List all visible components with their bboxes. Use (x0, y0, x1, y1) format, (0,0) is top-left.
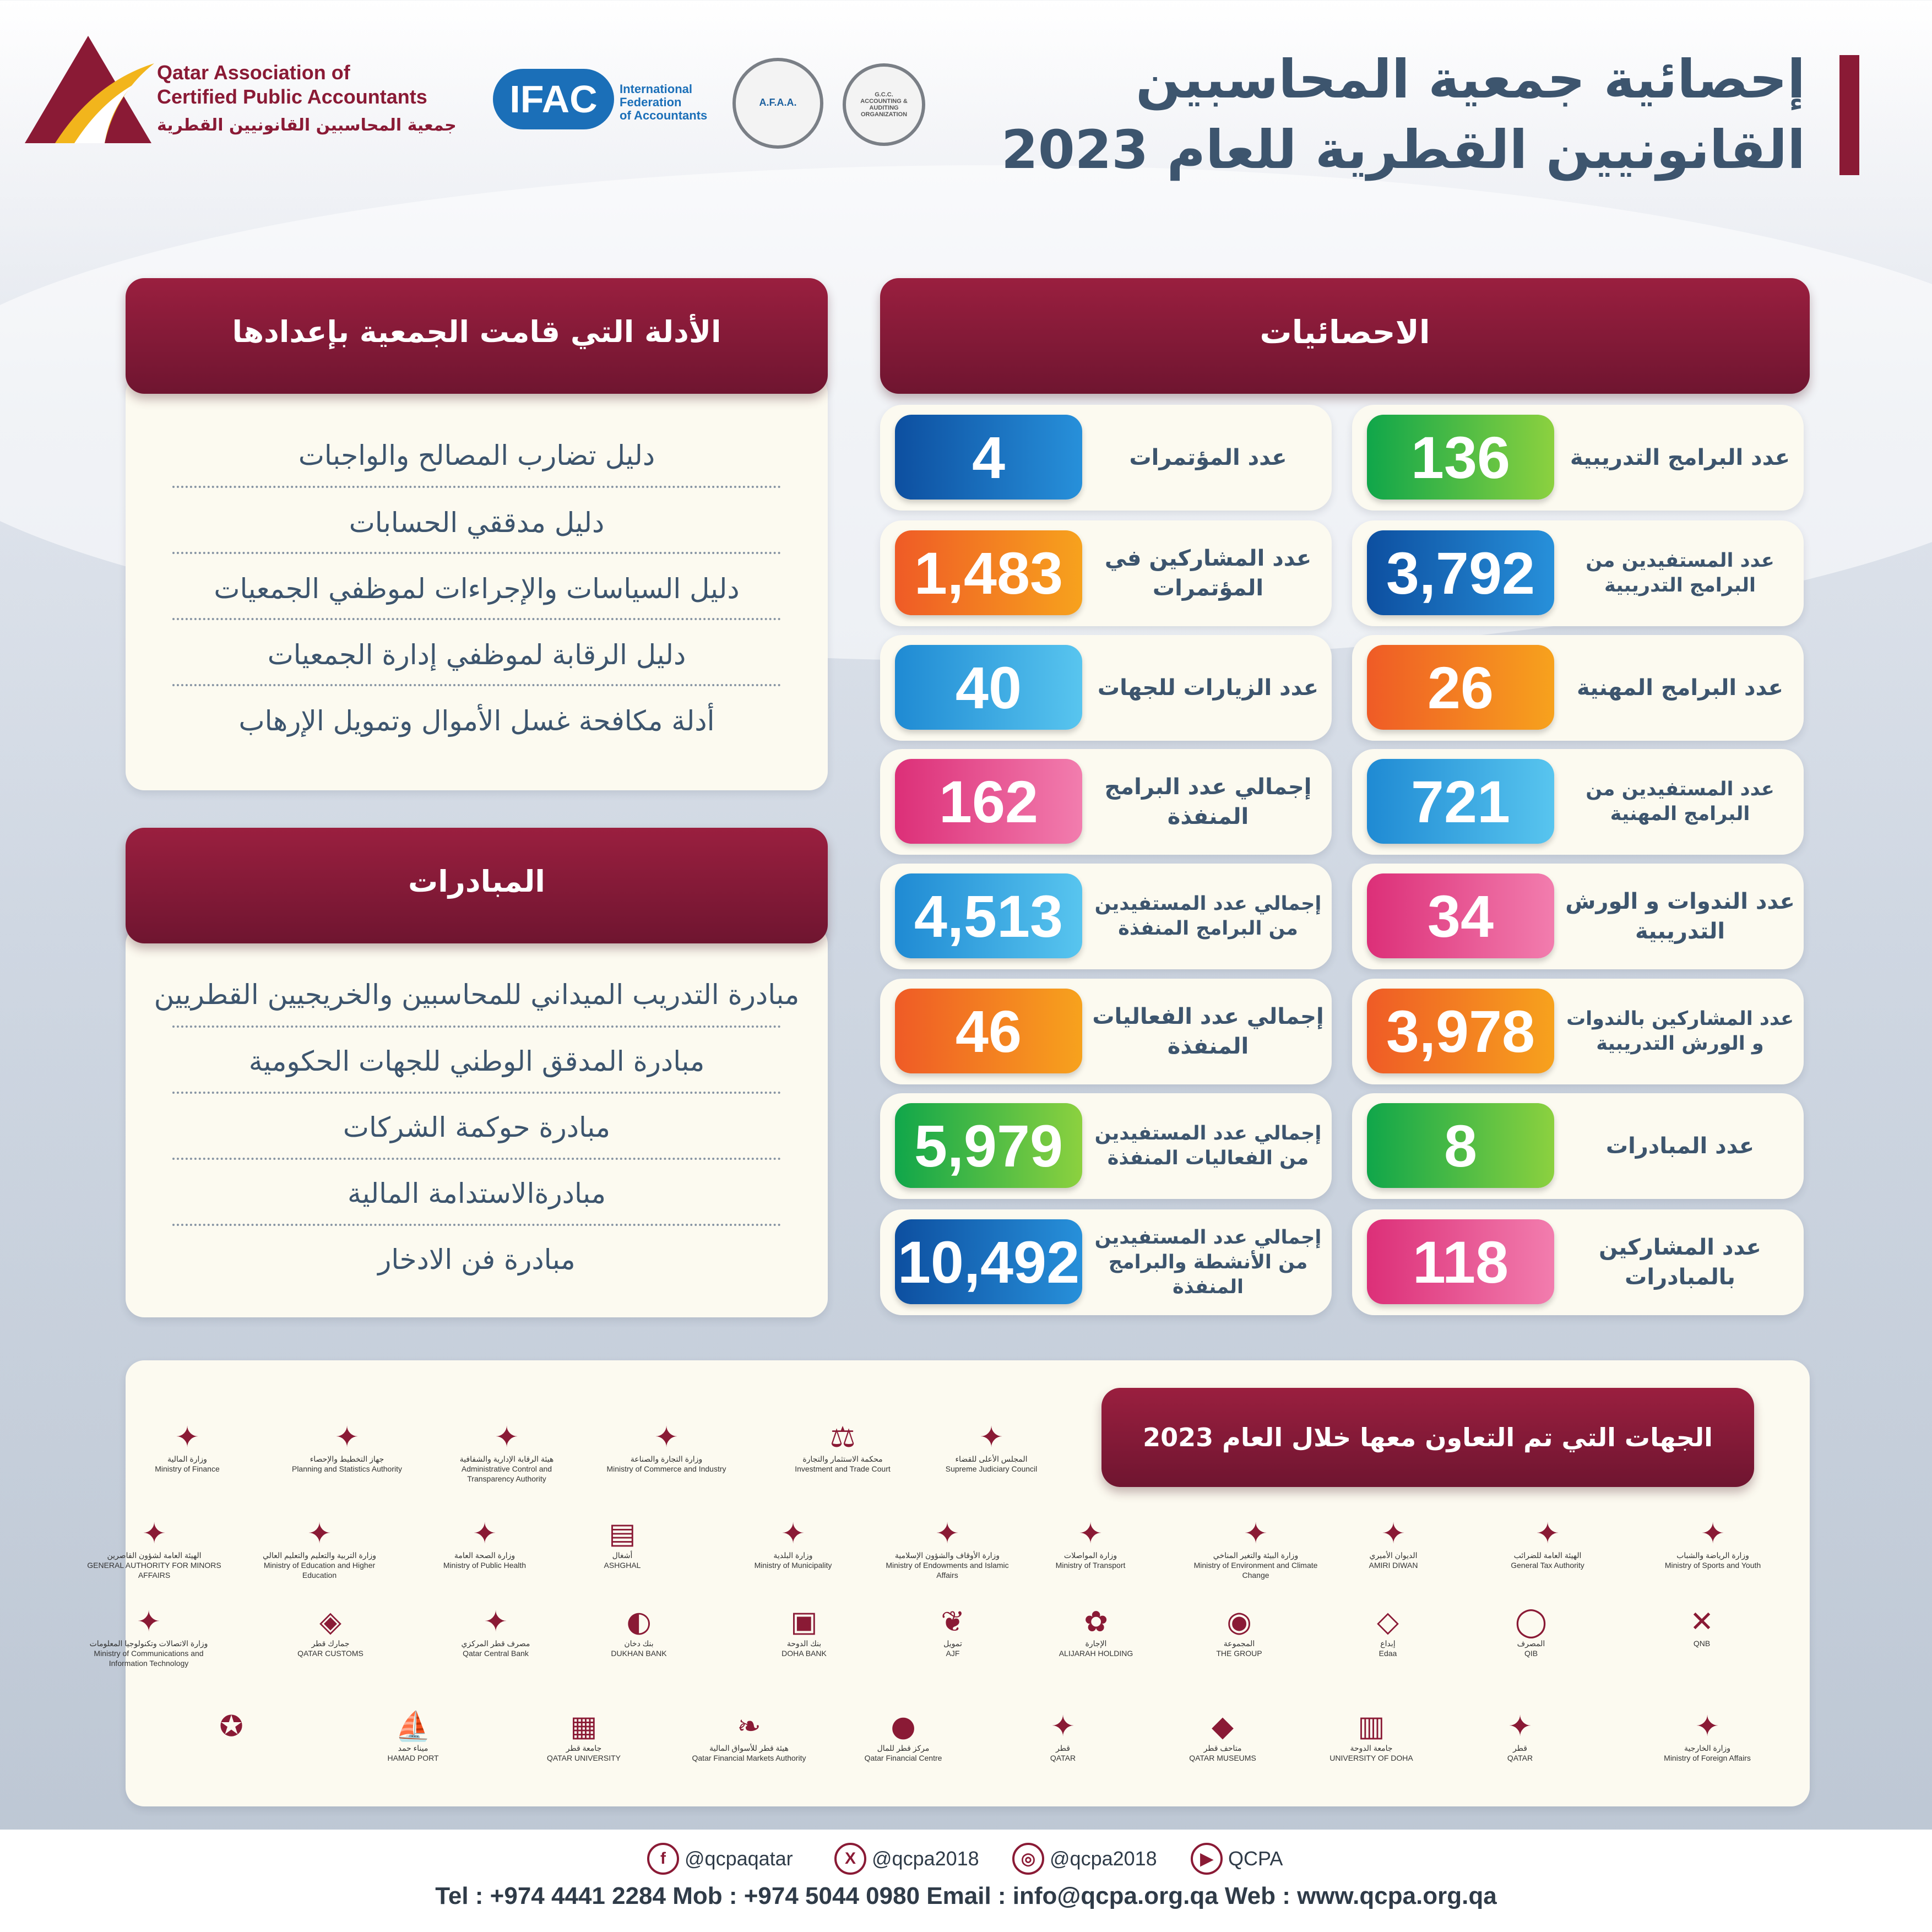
partner-logo (553, 1517, 691, 1570)
divider (172, 1224, 781, 1226)
partner-name-ar: بنك الدوحة (786, 1639, 822, 1648)
emblem-icon: ✦ (1051, 1710, 1075, 1743)
initiatives-panel (126, 925, 828, 1317)
emblem-icon: ▥ (1358, 1710, 1385, 1743)
stat-card (880, 520, 1332, 626)
partner-name-ar: محكمة الاستثمار والتجارة (802, 1455, 883, 1463)
partner-name-en: DUKHAN BANK (611, 1649, 667, 1658)
stat-card (1352, 1093, 1804, 1199)
partner-logo (1633, 1605, 1771, 1648)
stat-value: 136 (1367, 415, 1554, 500)
partner-name-ar: وزارة الخارجية (1684, 1744, 1730, 1752)
partner-logo (570, 1605, 708, 1658)
emblem-icon: ✦ (1535, 1517, 1560, 1550)
partner-name-ar: قطر (1513, 1744, 1527, 1752)
partner-name-ar: وزارة التربية والتعليم والتعليم العالي (262, 1551, 377, 1560)
afaa-seal: A.F.A.A. (732, 58, 823, 149)
divider (172, 1025, 781, 1028)
emblem-icon: ✦ (137, 1605, 161, 1638)
partner-name-ar: بنك دخان (624, 1639, 654, 1648)
partner-logo (680, 1710, 818, 1763)
stat-label: عدد البرامج المهنية (1577, 675, 1783, 701)
partner-name-en: ASHGHAL (604, 1561, 641, 1570)
divider (172, 618, 781, 620)
emblem-icon: ● (891, 1710, 916, 1743)
partner-name-ar: وزارة المواصلات (1063, 1551, 1117, 1560)
partner-name-en: UNIVERSITY OF DOHA (1329, 1754, 1413, 1762)
stat-label: إجمالي عدد المستفيدين من الفعاليات المنفذة (1094, 1122, 1322, 1169)
partner-name-ar: الهيئة العامة لشؤون القاصرين (107, 1551, 202, 1560)
emblem-icon: ◈ (319, 1605, 341, 1638)
emblem-icon: ⚖ (829, 1421, 856, 1454)
partner-name-en: THE GROUP (1216, 1649, 1262, 1658)
stat-value: 4,513 (895, 873, 1082, 958)
partner-name-en: QNB (1693, 1639, 1711, 1648)
partner-name-en: QATAR (1507, 1754, 1533, 1762)
emblem-icon: ✦ (781, 1517, 805, 1550)
guide-item: أدلة مكافحة غسل الأموال وتمويل الإرهاب (238, 705, 715, 737)
partner-name-ar: وزارة الرياضة والشباب (1676, 1551, 1749, 1560)
partner-logo (1638, 1710, 1776, 1763)
partner-logo (1462, 1605, 1600, 1658)
partner-name-en: General Tax Authority (1511, 1561, 1584, 1570)
partner-name-en: AJF (946, 1649, 960, 1658)
gcc-seal: G.C.C. ACCOUNTING & AUDITING ORGANIZATION (843, 63, 925, 146)
partner-logo (922, 1421, 1060, 1474)
guide-item: دليل مدققي الحسابات (349, 507, 605, 539)
stat-value: 162 (895, 759, 1082, 844)
x-link[interactable]: X @qcpa2018 (834, 1839, 979, 1878)
partner-name-en: Supreme Judiciary Council (945, 1464, 1038, 1473)
emblem-icon: ✪ (219, 1710, 243, 1743)
partner-name-ar: المجموعة (1223, 1639, 1255, 1648)
emblem-icon: ✦ (654, 1421, 679, 1454)
partner-name-ar: جامعة قطر (566, 1744, 602, 1752)
stat-value: 3,792 (1367, 530, 1554, 615)
partner-logo (416, 1517, 553, 1570)
org-name-en: Qatar Association of Certified Public Accountants (157, 61, 427, 108)
partner-name-en: Ministry of Endowments and Islamic Affairs (886, 1561, 1009, 1580)
stat-label: عدد المستفيدين من البرامج المهنية (1586, 778, 1774, 825)
stat-card (880, 864, 1332, 969)
partner-logo (344, 1710, 482, 1763)
stat-value: 118 (1367, 1219, 1554, 1304)
emblem-icon: ✦ (1508, 1710, 1532, 1743)
partner-name-ar: وزارة الاتصالات وتكنولوجيا المعلومات (89, 1639, 208, 1648)
guide-item: دليل الرقابة لموظفي إدارة الجمعيات (267, 639, 686, 671)
stat-card (1352, 1209, 1804, 1315)
partner-logo (1154, 1710, 1291, 1763)
partner-name-ar: وزارة الصحة العامة (454, 1551, 515, 1560)
partner-name-en: ALIJARAH HOLDING (1059, 1649, 1133, 1658)
stat-card (1352, 864, 1804, 969)
partners-header: الجهات التي تم التعاون معها خلال العام 2023 (1101, 1388, 1754, 1487)
stat-value: 10,492 (895, 1219, 1082, 1304)
stat-label: عدد المؤتمرات (1129, 445, 1287, 470)
partner-name-en: Ministry of Communications and Information Technology (94, 1649, 204, 1668)
initiative-item: مبادرة التدريب الميداني للمحاسبين والخريجيين القطريين (154, 979, 800, 1011)
org-name-ar: جمعية المحاسبين القانونيين القطرية (157, 116, 457, 135)
stat-card (880, 1093, 1332, 1199)
stat-card (1352, 749, 1804, 855)
stat-card (880, 635, 1332, 741)
stat-value: 5,979 (895, 1103, 1082, 1188)
instagram-link[interactable]: ◎ @qcpa2018 (1012, 1839, 1157, 1878)
guide-item: دليل تضارب المصالح والواجبات (298, 439, 655, 471)
emblem-icon: ✦ (1381, 1517, 1405, 1550)
title-accent-bar (1839, 55, 1859, 175)
stat-label: عدد المشاركين في المؤتمرات (1104, 546, 1312, 601)
initiative-item: مبادرةالاستدامة المالية (347, 1177, 606, 1209)
stat-value: 34 (1367, 873, 1554, 958)
stat-value: 40 (895, 645, 1082, 730)
qcpa-logo (22, 33, 474, 154)
stat-label: عدد المشاركين بالندوات و الورش التدريبية (1566, 1008, 1794, 1055)
partner-logo (774, 1421, 911, 1474)
emblem-icon: ✦ (1244, 1517, 1268, 1550)
partner-logo (262, 1605, 399, 1658)
youtube-link[interactable]: ▶ QCPA (1191, 1839, 1283, 1878)
partner-name-ar: هيئة الرقابة الإدارية والشفافية (459, 1455, 554, 1463)
emblem-icon: ✦ (175, 1421, 199, 1454)
partner-name-en: QATAR CUSTOMS (297, 1649, 363, 1658)
partner-name-en: Investment and Trade Court (795, 1464, 891, 1473)
emblem-icon: ▣ (790, 1605, 818, 1638)
partner-name-ar: جهاز التخطيط والإحصاء (310, 1455, 384, 1463)
stat-label: إجمالي عدد المستفيدين من الأنشطة والبرامج المنفذة (1094, 1226, 1322, 1298)
initiative-item: مبادرة فن الادخار (378, 1244, 576, 1276)
partner-name-ar: وزارة المالية (167, 1455, 207, 1463)
stat-label: عدد الزيارات للجهات (1097, 675, 1319, 701)
partner-name-ar: متاحف قطر (1203, 1744, 1242, 1752)
partner-logo (1319, 1605, 1457, 1658)
emblem-icon: ✦ (1701, 1517, 1725, 1550)
partner-name-en: Qatar Financial Centre (864, 1754, 942, 1762)
instagram-icon: ◎ (1012, 1843, 1044, 1875)
emblem-icon: ✦ (473, 1517, 497, 1550)
partner-logo (80, 1605, 218, 1668)
stat-card (1352, 979, 1804, 1084)
facebook-link[interactable]: f @qcpaqatar (647, 1839, 793, 1878)
emblem-icon: ✦ (1078, 1517, 1103, 1550)
stat-card (880, 979, 1332, 1084)
partner-name-ar: مصرف قطر المركزي (461, 1639, 530, 1648)
emblem-icon: ◆ (1212, 1710, 1234, 1743)
partner-name-en: Ministry of Public Health (443, 1561, 527, 1570)
partner-name-ar: تمويل (943, 1639, 962, 1648)
divider (172, 552, 781, 554)
emblem-icon: ◐ (626, 1605, 652, 1638)
emblem-icon: ✦ (335, 1421, 359, 1454)
partner-name-en: HAMAD PORT (387, 1754, 439, 1762)
partner-name-ar: جامعة الدوحة (1350, 1744, 1393, 1752)
partner-name-en: QIB (1524, 1649, 1538, 1658)
partner-name-en: Planning and Statistics Authority (291, 1464, 402, 1473)
partner-name-en: Ministry of Environment and Climate Change (1193, 1561, 1318, 1580)
partner-name-ar: قطر (1056, 1744, 1070, 1752)
partner-name-ar: الإجارة (1085, 1639, 1107, 1648)
stat-value: 3,978 (1367, 989, 1554, 1073)
emblem-icon: ✕ (1690, 1605, 1714, 1638)
emblem-icon: ✦ (935, 1517, 959, 1550)
stat-card (880, 405, 1332, 511)
partner-name-en: GENERAL AUTHORITY FOR MINORS AFFAIRS (87, 1561, 221, 1580)
partner-logo (735, 1605, 873, 1658)
partner-logo (834, 1710, 972, 1763)
stats-header: الاحصائيات (880, 278, 1810, 394)
emblem-icon: ✦ (307, 1517, 332, 1550)
page-title: إحصائية جمعية المحاسبين القانونيين القطرية للعام 2023 (1001, 48, 1805, 181)
divider (172, 684, 781, 686)
partner-name-ar: وزارة البلدية (773, 1551, 813, 1560)
partner-name-en: Ministry of Education and Higher Education (263, 1561, 376, 1580)
guide-item: دليل السياسات والإجراءات لموظفي الجمعيات (214, 573, 740, 605)
stat-card (1352, 635, 1804, 741)
emblem-icon: ◉ (1227, 1605, 1252, 1638)
partner-name-en: Ministry of Commerce and Industry (606, 1464, 726, 1473)
partner-name-ar: ميناء حمد (398, 1744, 428, 1752)
facebook-icon: f (647, 1843, 679, 1875)
partner-logo (1027, 1605, 1165, 1658)
emblem-icon: ✿ (1084, 1605, 1108, 1638)
ifac-name: International Federation of Accountants (620, 82, 708, 122)
x-icon: X (834, 1843, 866, 1875)
partner-logo (878, 1517, 1016, 1580)
stat-value: 721 (1367, 759, 1554, 844)
partner-name-en: QATAR UNIVERSITY (546, 1754, 621, 1762)
partner-name-en: Ministry of Transport (1055, 1561, 1126, 1570)
partner-logo (994, 1710, 1132, 1763)
partner-name-en: Administrative Control and Transparency Authority (461, 1464, 552, 1483)
partner-name-ar: إبداع (1380, 1639, 1396, 1648)
partner-logo (1325, 1517, 1462, 1570)
partner-name-en: Ministry of Sports and Youth (1664, 1561, 1761, 1570)
emblem-icon: ✦ (484, 1605, 508, 1638)
partner-name-ar: الهيئة العامة للضرائب (1513, 1551, 1582, 1560)
partner-name-en: DOHA BANK (782, 1649, 827, 1658)
partner-logo (85, 1517, 223, 1580)
stat-card (880, 1209, 1332, 1315)
partner-name-en: AMIRI DIWAN (1369, 1561, 1418, 1570)
partner-logo (1170, 1605, 1308, 1658)
emblem-icon: ❦ (941, 1605, 965, 1638)
youtube-icon: ▶ (1191, 1843, 1223, 1875)
divider (172, 1092, 781, 1094)
emblem-icon: ❧ (737, 1710, 761, 1743)
partner-name-ar: جمارك قطر (311, 1639, 350, 1648)
partner-name-ar: المصرف (1517, 1639, 1545, 1648)
emblem-icon: ◇ (1377, 1605, 1399, 1638)
emblem-icon: ✦ (979, 1421, 1003, 1454)
partner-logo (724, 1517, 862, 1570)
partner-name-en: Ministry of Foreign Affairs (1664, 1754, 1751, 1762)
partner-logo (251, 1517, 388, 1580)
partner-logo (427, 1605, 565, 1658)
divider (172, 1158, 781, 1160)
partner-name-en: QATAR (1050, 1754, 1076, 1762)
partner-name-en: Qatar Central Bank (463, 1649, 529, 1658)
stat-label: إجمالي عدد المستفيدين من البرامج المنفذة (1094, 893, 1322, 940)
partner-logo (515, 1710, 653, 1763)
partner-name-ar: أشغال (612, 1551, 633, 1560)
initiatives-header: المبادرات (126, 828, 828, 943)
partner-logo (278, 1421, 416, 1474)
initiative-item: مبادرة حوكمة الشركات (343, 1111, 611, 1143)
stat-card (1352, 520, 1804, 626)
partner-logo (1187, 1517, 1325, 1580)
partner-name-ar: الديوان الأميري (1369, 1551, 1418, 1560)
stat-label: عدد المستفيدين من البرامج التدريبية (1586, 550, 1774, 596)
partner-logo (1644, 1517, 1782, 1570)
stat-label: إجمالي عدد البرامج المنفذة (1104, 774, 1312, 829)
stat-label: عدد البرامج التدريبية (1570, 445, 1790, 470)
emblem-icon: ▦ (570, 1710, 598, 1743)
partner-name-ar: المجلس الأعلى للقضاء (955, 1455, 1028, 1463)
stat-label: إجمالي عدد الفعاليات المنفذة (1092, 1004, 1324, 1059)
partner-name-ar: مركز قطر للمال (877, 1744, 930, 1752)
stat-card (1352, 405, 1804, 511)
emblem-icon: ✦ (1695, 1710, 1719, 1743)
stat-label: عدد الندوات و الورش التدريبية (1565, 889, 1795, 944)
emblem-icon: ⛵ (395, 1710, 431, 1743)
emblem-icon: ✦ (495, 1421, 519, 1454)
partner-name-en: Edaa (1379, 1649, 1397, 1658)
partner-name-ar: وزارة التجارة والصناعة (630, 1455, 703, 1463)
partner-logo (118, 1421, 256, 1474)
partner-logo (1479, 1517, 1616, 1570)
stat-value: 46 (895, 989, 1082, 1073)
stat-value: 1,483 (895, 530, 1082, 615)
partner-name-en: QATAR MUSEUMS (1189, 1754, 1256, 1762)
partner-logo (438, 1421, 576, 1484)
guides-header: الأدلة التي قامت الجمعية بإعدادها (126, 278, 828, 394)
partner-name-en: Ministry of Municipality (754, 1561, 832, 1570)
emblem-icon: ◯ (1515, 1605, 1548, 1638)
emblem-icon: ✦ (142, 1517, 166, 1550)
stat-value: 8 (1367, 1103, 1554, 1188)
stat-label: عدد المشاركين بالمبادرات (1599, 1235, 1761, 1290)
divider (172, 486, 781, 488)
stat-value: 26 (1367, 645, 1554, 730)
partner-name-ar: وزارة البيئة والتغير المناخي (1213, 1551, 1299, 1560)
partner-logo (884, 1605, 1022, 1658)
stat-value: 4 (895, 415, 1082, 500)
partner-logo (1451, 1710, 1589, 1763)
partner-name-en: Qatar Financial Markets Authority (692, 1754, 806, 1762)
emblem-icon: ▤ (609, 1517, 636, 1550)
partner-logo (1022, 1517, 1159, 1570)
partner-logo (598, 1421, 735, 1474)
initiative-item: مبادرة المدقق الوطني للجهات الحكومية (248, 1045, 705, 1077)
guides-panel (126, 375, 828, 790)
partner-name-en: Ministry of Finance (155, 1464, 220, 1473)
ifac-logo: IFAC (493, 69, 614, 129)
partner-name-ar: وزارة الأوقاف والشؤون الإسلامية (894, 1551, 1000, 1560)
contact-info: Tel : +974 4441 2284 Mob : +974 5044 0980 Email : info@qcpa.org.qa Web : www.qcpa.org.qa (435, 1882, 1497, 1909)
stat-label: عدد المبادرات (1605, 1133, 1755, 1159)
partner-logo (162, 1710, 300, 1743)
stat-card (880, 749, 1332, 855)
partner-name-ar: هيئة قطر للأسواق المالية (709, 1744, 789, 1752)
partner-logo (1303, 1710, 1440, 1763)
qcpa-logo-icon (22, 33, 154, 149)
